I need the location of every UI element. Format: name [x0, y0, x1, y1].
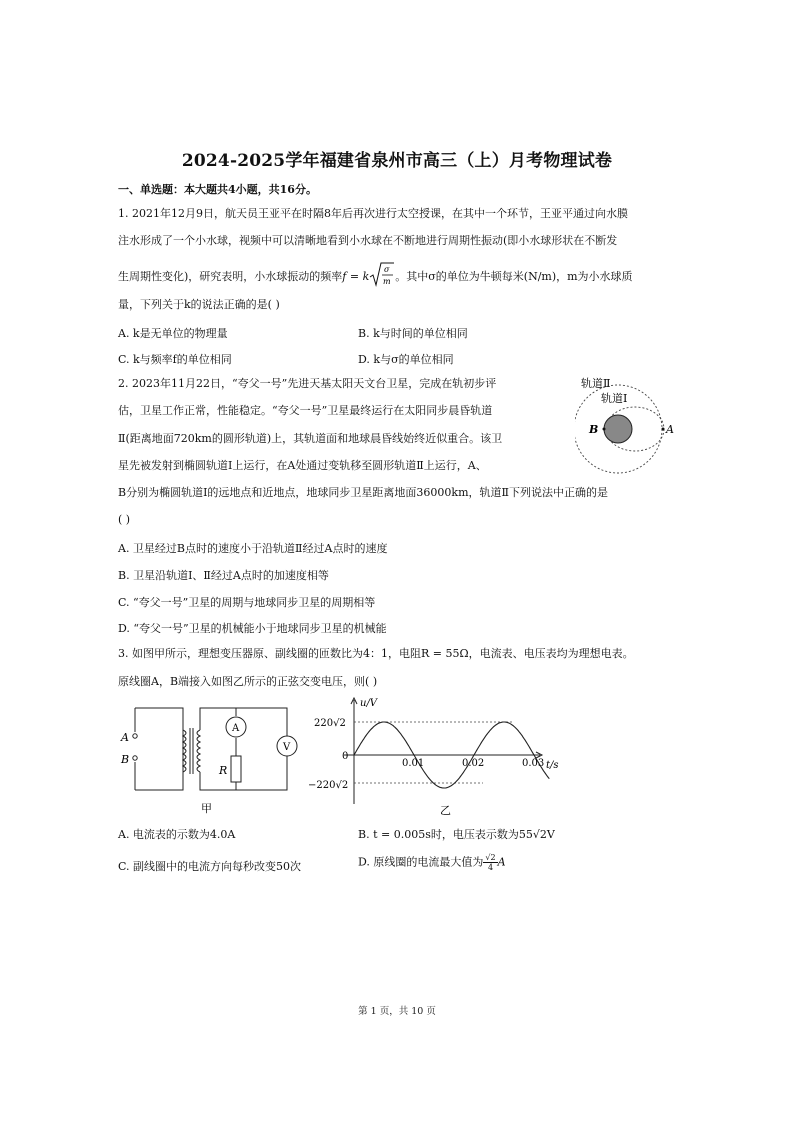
- fraction-denominator: 4: [487, 863, 494, 872]
- x-tick-label: 0.02: [462, 758, 485, 769]
- fraction-numerator: √2: [485, 853, 496, 862]
- y-tick-max: 220√2: [314, 718, 346, 729]
- q1-line1: 1. 2021年12月9日，航天员王亚平在时隔8年后再次进行太空授课，在其中一个环节，王亚平通过向水膜: [118, 207, 628, 220]
- figure-jia-caption: 甲: [201, 802, 212, 815]
- q3-option-d[interactable]: [358, 853, 506, 872]
- earth-icon: [604, 415, 632, 443]
- voltmeter-label: V: [283, 742, 291, 753]
- ammeter-label: A: [232, 723, 240, 734]
- q1-line2: 注水形成了一个小水球，视频中可以清晰地看到小水球在不断地进行周期性振动(即小水球形状在不断发: [118, 234, 618, 247]
- voltage-graph: [308, 694, 568, 818]
- y-axis-label: u/V: [360, 698, 378, 709]
- q2-line2: 估，卫星工作正常，性能稳定。“夸父一号”卫星最终运行在太阳同步晨昏轨道: [118, 404, 493, 417]
- label-b: B: [589, 423, 599, 436]
- q3-option-a[interactable]: A. 电流表的示数为4.0A: [118, 828, 236, 841]
- x-axis-label: t/s: [546, 760, 559, 771]
- circuit-figure: [115, 700, 300, 815]
- q2-option-a[interactable]: A. 卫星经过B点时的速度小于沿轨道Ⅱ经过A点时的速度: [118, 542, 388, 555]
- orbit1-label: 轨道Ⅰ: [601, 392, 628, 405]
- orbit-figure: [575, 372, 685, 482]
- q2-option-b[interactable]: B. 卫星沿轨道Ⅰ、Ⅱ经过A点时的加速度相等: [118, 569, 329, 582]
- formula-num: σ: [384, 265, 390, 274]
- fraction: [483, 853, 497, 872]
- formula-eq: =: [346, 270, 363, 283]
- q3-option-d-unit: A: [497, 855, 506, 869]
- q2-line1: 2. 2023年11月22日，“夸父一号”先进天基太阳天文台卫星，完成在轨初步评: [118, 377, 497, 390]
- q2-line3: Ⅱ(距离地面720km的圆形轨道)上，其轨道面和地球晨昏线始终近似重合。该卫: [118, 432, 503, 445]
- q1-line3a: 生周期性变化)，研究表明，小水球振动的频率: [118, 270, 343, 283]
- q2-option-d[interactable]: D. “夸父一号”卫星的机械能小于地球同步卫星的机械能: [118, 622, 387, 635]
- q1-line4: 量，下列关于k的说法正确的是( ): [118, 298, 280, 311]
- q2-line5: B分别为椭圆轨道Ⅰ的远地点和近地点，地球同步卫星距离地面36000km，轨道Ⅱ下列说法中正确的是: [118, 486, 608, 499]
- q3-line2: 原线圈A，B端接入如图乙所示的正弦交变电压，则( ): [118, 675, 378, 688]
- q2-line6: ( ): [118, 513, 131, 526]
- q3-line1: 3. 如图甲所示，理想变压器原、副线圈的匝数比为4：1，电阻R = 55Ω，电流表、电压表均为理想电表。: [118, 647, 634, 660]
- formula-f: f: [342, 270, 347, 283]
- q1-option-a[interactable]: A. k是无单位的物理量: [118, 327, 228, 340]
- x-tick-label: 0.03: [522, 758, 545, 769]
- q1-line3b: 。其中σ的单位为牛顿每米(N/m)，m为小水球质: [395, 270, 633, 283]
- page-title: 2024-2025学年福建省泉州市高三（上）月考物理试卷: [181, 151, 613, 171]
- terminal-b: [133, 756, 137, 760]
- y-tick-zero: 0: [342, 751, 349, 762]
- page-footer: 第 1 页，共 10 页: [358, 1006, 436, 1017]
- q1-option-d[interactable]: D. k与σ的单位相同: [358, 353, 454, 366]
- terminal-a-label: A: [121, 731, 129, 744]
- formula-den: m: [383, 277, 391, 286]
- q1-option-b[interactable]: B. k与时间的单位相同: [358, 327, 468, 340]
- q3-option-c[interactable]: C. 副线圈中的电流方向每秒改变50次: [118, 860, 302, 873]
- terminal-b-label: B: [121, 753, 130, 766]
- formula-k: k: [362, 270, 370, 283]
- terminal-a: [133, 734, 137, 738]
- y-tick-min: −220√2: [308, 780, 349, 791]
- figure-yi-caption: 乙: [440, 804, 451, 817]
- point-b: [603, 428, 606, 431]
- orbit2-label: 轨道Ⅱ: [581, 377, 611, 390]
- resistor-label: R: [219, 764, 228, 777]
- x-tick-label: 0.01: [402, 758, 425, 769]
- q2-option-c[interactable]: C. “夸父一号”卫星的周期与地球同步卫星的周期相等: [118, 596, 376, 609]
- point-a: [662, 428, 665, 431]
- q3-option-d-text: D. 原线圈的电流最大值为: [358, 855, 484, 869]
- section-heading: 一、单选题：本大题共4小题，共16分。: [118, 183, 317, 196]
- q2-line4: 星先被发射到椭圆轨道Ⅰ上运行，在A处通过变轨移至圆形轨道Ⅱ上运行，A、: [118, 459, 487, 472]
- q1-option-c[interactable]: C. k与频率f的单位相同: [118, 353, 232, 366]
- label-a: A: [666, 423, 674, 436]
- q3-option-b[interactable]: B. t = 0.005s时，电压表示数为55√2V: [358, 828, 555, 841]
- q1-line3: [118, 262, 633, 292]
- sqrt-icon: [369, 262, 395, 292]
